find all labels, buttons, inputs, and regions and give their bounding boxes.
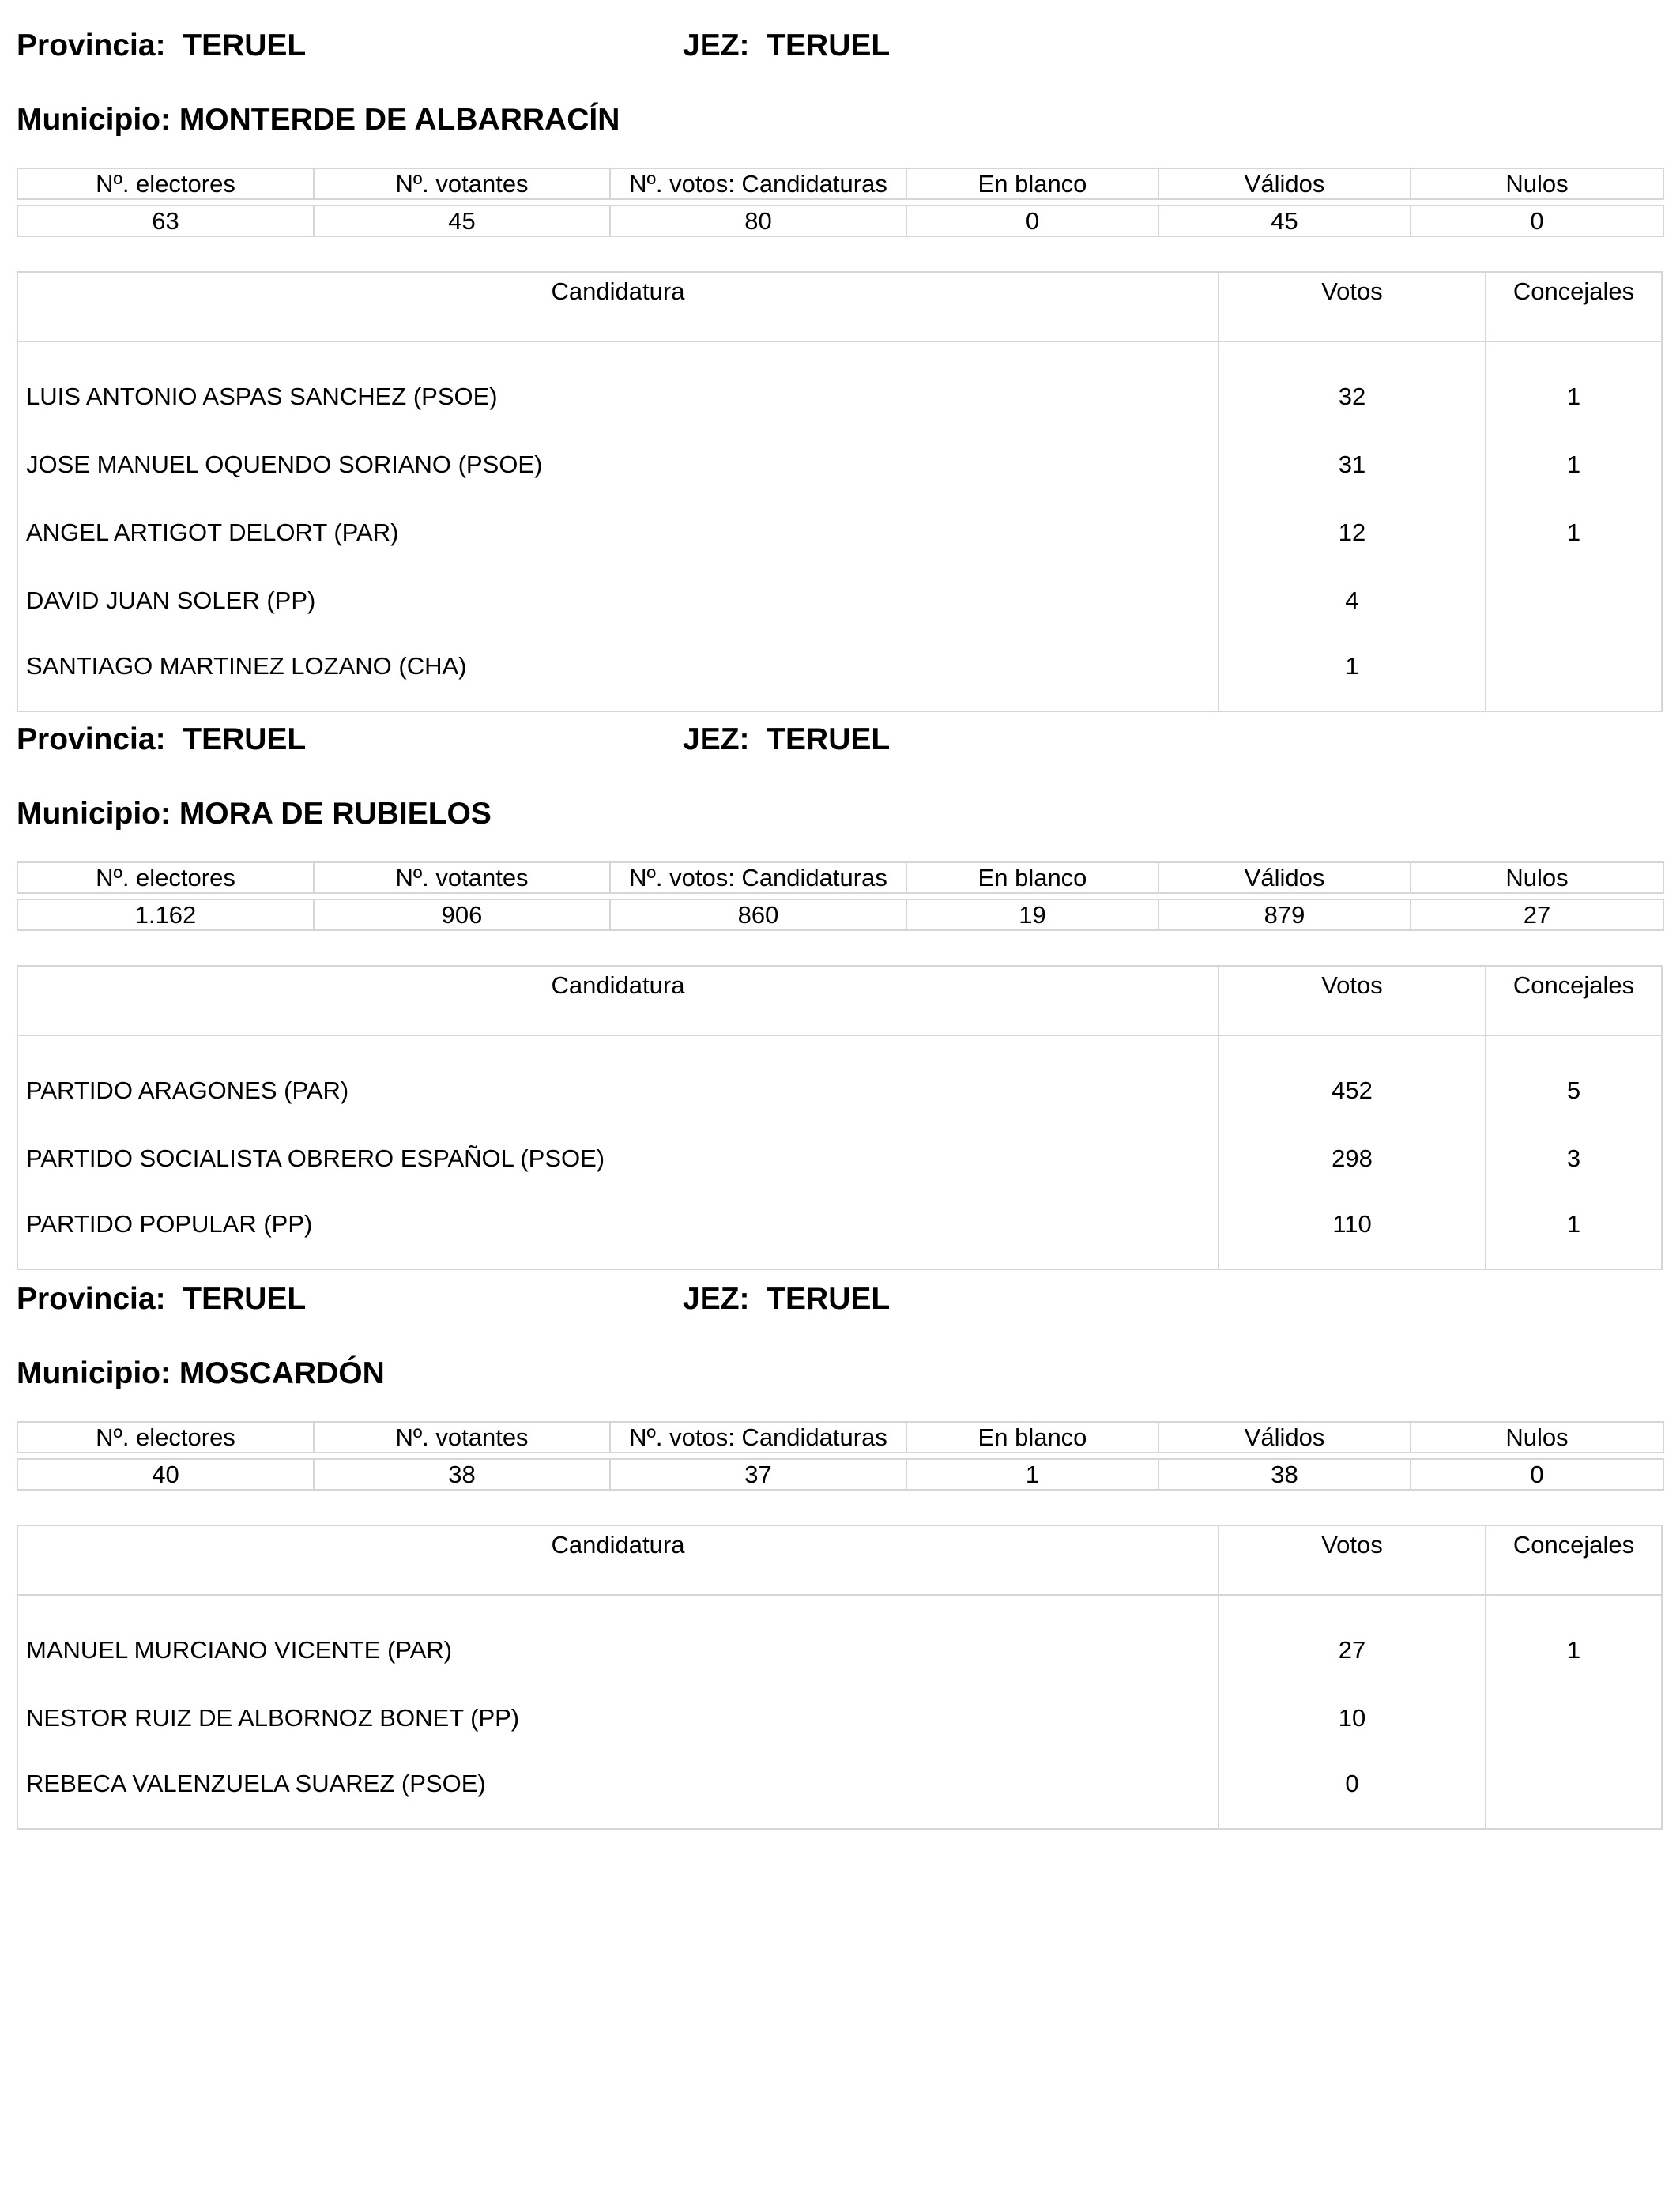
stats-value-cell: 0 — [1411, 1459, 1663, 1490]
votos-header: Votos — [1219, 273, 1486, 341]
candidate-votes: 31 — [1219, 431, 1486, 499]
candidatura-header: Candidatura — [18, 273, 1219, 341]
stats-header-cell: En blanco — [906, 862, 1158, 893]
candidates-table — [17, 965, 1663, 1270]
stats-value-row — [17, 205, 1663, 236]
stats-value-cell: 38 — [314, 1459, 610, 1490]
provincia-value: TERUEL — [183, 722, 307, 756]
candidate-seats: 1 — [1566, 1210, 1581, 1238]
municipio-label: Municipio: — [17, 797, 171, 831]
stats-header-cell: Nº. votantes — [314, 168, 610, 199]
jez-label: JEZ: — [683, 28, 750, 62]
candidate-name: REBECA VALENZUELA SUAREZ (PSOE) — [18, 1752, 1219, 1828]
stats-value-cell: 0 — [906, 205, 1158, 236]
stats-value-cell: 80 — [610, 205, 906, 236]
candidate-row — [18, 567, 1661, 635]
jez-heading — [683, 724, 890, 755]
provincia-value: TERUEL — [183, 28, 307, 62]
candidate-row — [18, 1752, 1661, 1828]
candidate-name: PARTIDO ARAGONES (PAR) — [18, 1057, 1219, 1125]
stats-header-cell: Nº. votantes — [314, 1422, 610, 1453]
stats-value-cell: 879 — [1158, 899, 1411, 930]
stats-table — [17, 1421, 1663, 1491]
stats-header-row — [17, 168, 1663, 199]
municipio-value: MONTERDE DE ALBARRACÍN — [179, 103, 620, 137]
candidate-row — [18, 363, 1661, 431]
provincia-label: Provincia: — [17, 1282, 166, 1316]
jez-value: TERUEL — [767, 28, 891, 62]
stats-header-row — [17, 1422, 1663, 1453]
candidate-seats — [1486, 567, 1661, 635]
candidate-votes: 298 — [1219, 1125, 1486, 1193]
candidate-votes: 1 — [1219, 635, 1486, 711]
concejales-header: Concejales — [1486, 967, 1661, 1035]
stats-header-cell: Nº. votantes — [314, 862, 610, 893]
candidate-name: PARTIDO SOCIALISTA OBRERO ESPAÑOL (PSOE) — [18, 1125, 1219, 1193]
candidate-seats — [1486, 635, 1661, 711]
candidate-seats: 1 — [1566, 518, 1581, 546]
jez-label: JEZ: — [683, 722, 750, 756]
stats-value-row — [17, 899, 1663, 930]
concejales-header: Concejales — [1486, 273, 1661, 341]
candidate-name: PARTIDO POPULAR (PP) — [18, 1193, 1219, 1269]
provincia-value: TERUEL — [183, 1282, 307, 1316]
stats-header-cell: Nº. electores — [17, 862, 314, 893]
jez-value: TERUEL — [767, 722, 891, 756]
stats-header-cell: Nº. votos: Candidaturas — [610, 168, 906, 199]
candidate-name: JOSE MANUEL OQUENDO SORIANO (PSOE) — [18, 431, 1219, 499]
candidate-name: NESTOR RUIZ DE ALBORNOZ BONET (PP) — [18, 1684, 1219, 1752]
stats-value-cell: 63 — [17, 205, 314, 236]
provincia-heading — [17, 1284, 306, 1314]
provincia-label: Provincia: — [17, 722, 166, 756]
votos-header: Votos — [1219, 1526, 1486, 1595]
stats-value-cell: 906 — [314, 899, 610, 930]
stats-header-cell: En blanco — [906, 1422, 1158, 1453]
stats-value-cell: 1 — [906, 1459, 1158, 1490]
candidate-votes: 4 — [1219, 567, 1486, 635]
candidate-row — [18, 1057, 1661, 1125]
municipio-heading — [17, 798, 492, 829]
stats-header-cell: Válidos — [1158, 168, 1411, 199]
stats-value-cell: 19 — [906, 899, 1158, 930]
stats-header-cell: Nº. votos: Candidaturas — [610, 862, 906, 893]
candidate-name: DAVID JUAN SOLER (PP) — [18, 567, 1219, 635]
stats-header-row — [17, 862, 1663, 893]
candidate-row — [18, 1193, 1661, 1269]
municipio-label: Municipio: — [17, 103, 171, 137]
stats-header-cell: Válidos — [1158, 862, 1411, 893]
candidate-row — [18, 1616, 1661, 1684]
votos-header: Votos — [1219, 967, 1486, 1035]
jez-label: JEZ: — [683, 1282, 750, 1316]
candidate-votes: 12 — [1219, 499, 1486, 567]
candidate-votes: 0 — [1219, 1752, 1486, 1828]
stats-table — [17, 861, 1663, 931]
candidates-header-row — [18, 1526, 1661, 1595]
stats-header-cell: Nulos — [1411, 862, 1663, 893]
municipio-value: MORA DE RUBIELOS — [179, 797, 492, 831]
candidate-seats: 1 — [1566, 1636, 1581, 1664]
jez-value: TERUEL — [767, 1282, 891, 1316]
candidate-seats: 1 — [1566, 383, 1581, 410]
stats-table — [17, 168, 1663, 237]
candidates-header-row — [18, 273, 1661, 341]
candidatura-header: Candidatura — [18, 1526, 1219, 1595]
stats-value-cell: 27 — [1411, 899, 1663, 930]
candidate-row — [18, 635, 1661, 711]
candidates-table — [17, 271, 1663, 712]
candidate-row — [18, 499, 1661, 567]
candidate-row — [18, 1684, 1661, 1752]
provincia-heading — [17, 30, 306, 61]
candidate-votes: 110 — [1219, 1193, 1486, 1269]
candidate-seats: 1 — [1566, 450, 1581, 478]
provincia-label: Provincia: — [17, 28, 166, 62]
stats-value-row — [17, 1459, 1663, 1490]
stats-value-cell: 0 — [1411, 205, 1663, 236]
concejales-header: Concejales — [1486, 1526, 1661, 1595]
candidate-seats: 5 — [1566, 1076, 1581, 1104]
stats-value-cell: 45 — [1158, 205, 1411, 236]
stats-header-cell: Válidos — [1158, 1422, 1411, 1453]
stats-header-cell: En blanco — [906, 168, 1158, 199]
municipio-heading — [17, 104, 620, 135]
stats-header-cell: Nº. votos: Candidaturas — [610, 1422, 906, 1453]
candidates-table — [17, 1525, 1663, 1830]
candidate-name: SANTIAGO MARTINEZ LOZANO (CHA) — [18, 635, 1219, 711]
stats-header-cell: Nº. electores — [17, 1422, 314, 1453]
candidate-votes: 32 — [1219, 363, 1486, 431]
candidate-name: MANUEL MURCIANO VICENTE (PAR) — [18, 1616, 1219, 1684]
candidate-votes: 27 — [1219, 1616, 1486, 1684]
jez-heading — [683, 1284, 890, 1314]
stats-value-cell: 37 — [610, 1459, 906, 1490]
stats-value-cell: 860 — [610, 899, 906, 930]
candidate-row — [18, 1125, 1661, 1193]
candidate-seats — [1486, 1752, 1661, 1828]
candidate-name: LUIS ANTONIO ASPAS SANCHEZ (PSOE) — [18, 363, 1219, 431]
jez-heading — [683, 30, 890, 61]
stats-header-cell: Nº. electores — [17, 168, 314, 199]
candidates-header-row — [18, 967, 1661, 1035]
candidatura-header: Candidatura — [18, 967, 1219, 1035]
stats-value-cell: 40 — [17, 1459, 314, 1490]
candidate-seats — [1486, 1684, 1661, 1752]
stats-value-cell: 45 — [314, 205, 610, 236]
stats-header-cell: Nulos — [1411, 168, 1663, 199]
municipio-label: Municipio: — [17, 1356, 171, 1390]
stats-value-cell: 38 — [1158, 1459, 1411, 1490]
candidate-votes: 452 — [1219, 1057, 1486, 1125]
provincia-heading — [17, 724, 306, 755]
stats-value-cell: 1.162 — [17, 899, 314, 930]
candidate-row — [18, 431, 1661, 499]
municipio-heading — [17, 1358, 385, 1389]
candidate-seats: 3 — [1566, 1144, 1581, 1172]
candidate-votes: 10 — [1219, 1684, 1486, 1752]
municipio-value: MOSCARDÓN — [179, 1356, 385, 1390]
stats-header-cell: Nulos — [1411, 1422, 1663, 1453]
candidate-name: ANGEL ARTIGOT DELORT (PAR) — [18, 499, 1219, 567]
